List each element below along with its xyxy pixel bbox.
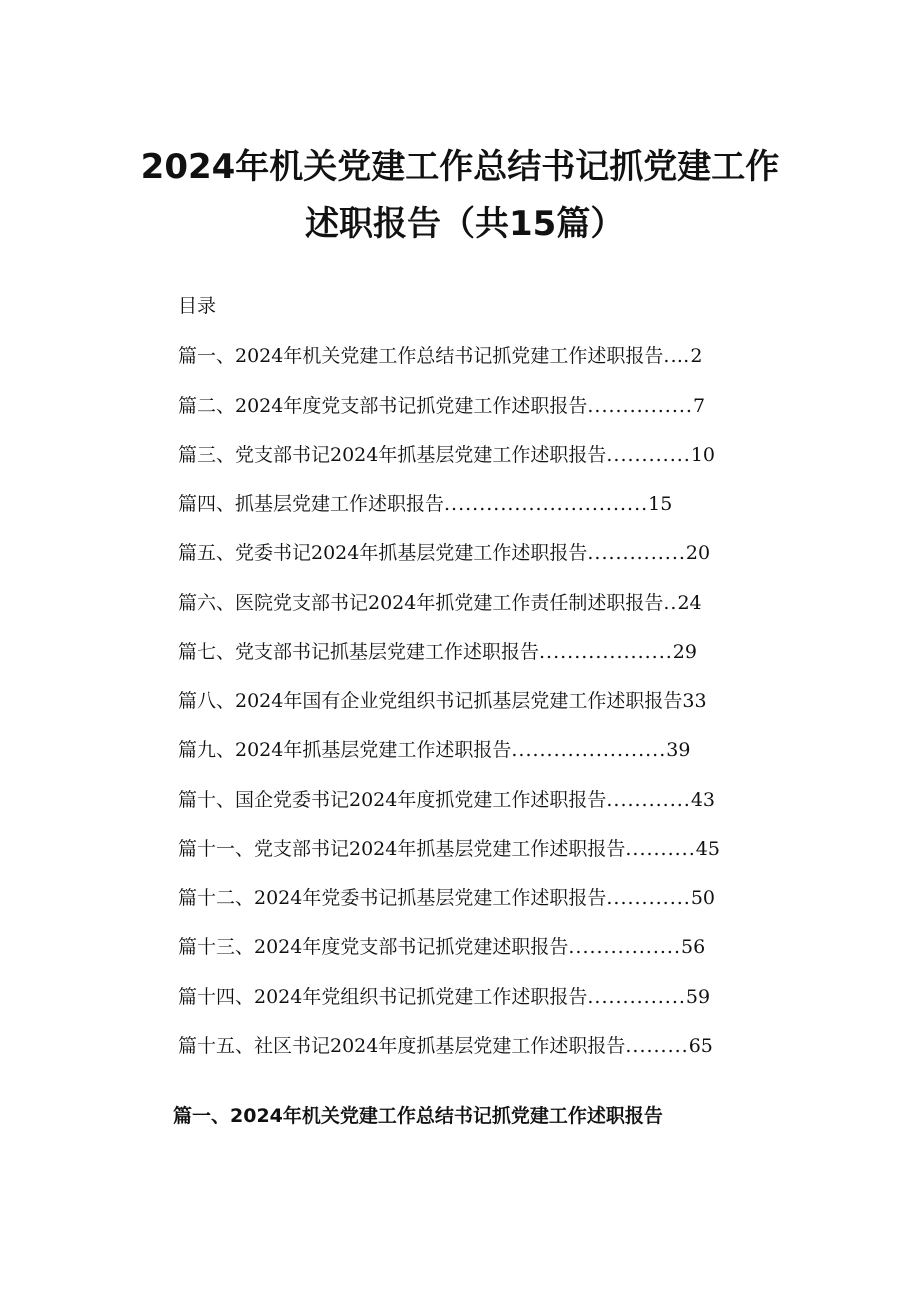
toc-entry-title: 篇五、党委书记2024年抓基层党建工作述职报告 [178,542,588,564]
toc-entry-title: 篇十四、2024年党组织书记抓党建工作述职报告 [178,986,588,1008]
toc-entry-title: 篇十五、社区书记2024年度抓基层党建工作述职报告 [178,1035,626,1057]
toc-entry-title: 篇六、医院党支部书记2024年抓党建工作责任制述职报告 [178,592,664,614]
toc-entry-9[interactable] [178,737,690,763]
toc-entry-title: 篇三、党支部书记2024年抓基层党建工作述职报告 [178,444,607,466]
toc-page-number: 43 [690,789,716,811]
toc-leader-dots: ................... [539,641,673,663]
toc-entry-title: 篇四、抓基层党建工作述职报告 [178,493,445,515]
toc-page-number: 39 [666,739,691,761]
toc-entry-title: 篇十三、2024年度党支部书记抓党建述职报告 [178,936,569,958]
toc-leader-dots: ............ [606,887,691,909]
toc-page-number: 56 [681,936,706,958]
toc-page-number: 24 [677,592,702,614]
toc-entry-11[interactable] [178,836,720,862]
toc-leader-dots: ............................. [444,493,649,515]
toc-entry-title: 篇十一、党支部书记2024年抓基层党建工作述职报告 [178,838,626,860]
toc-entry-title: 篇十二、2024年党委书记抓基层党建工作述职报告 [178,887,607,909]
toc-leader-dots: ......... [625,1035,689,1057]
toc-label: 目录 [178,295,217,317]
toc-entry-title: 篇八、2024年国有企业党组织书记抓基层党建工作述职报告 [178,690,683,712]
toc-page-number: 59 [685,986,711,1008]
toc-page-number: 20 [685,542,711,564]
toc-page-number: 29 [672,641,697,663]
toc-entry-title: 篇七、党支部书记抓基层党建工作述职报告 [178,641,540,663]
toc-page-number: 50 [690,887,716,909]
toc-entry-3[interactable] [178,442,715,468]
document-title-line-1: 2024年机关党建工作总结书记抓党建工作 [140,147,780,187]
toc-entry-8[interactable] [178,688,707,714]
toc-entry-4[interactable] [178,491,672,517]
toc-entry-14[interactable] [178,984,710,1010]
toc-leader-dots: .. [663,592,678,614]
toc-page-number: 2 [690,345,703,367]
document-title-line-2: 述职报告（共15篇） [305,204,625,244]
toc-entry-10[interactable] [178,787,715,813]
toc-leader-dots: ...................... [511,739,667,761]
toc-leader-dots: ............... [587,395,693,417]
toc-page-number: 33 [682,690,707,712]
toc-entry-title: 篇九、2024年抓基层党建工作述职报告 [178,739,512,761]
toc-entry-15[interactable] [178,1033,713,1059]
toc-leader-dots: .… [663,345,691,367]
toc-entry-1[interactable] [178,343,703,369]
toc-entry-2[interactable] [178,393,705,419]
toc-entry-title: 篇十、国企党委书记2024年度抓党建工作述职报告 [178,789,607,811]
toc-entry-6[interactable] [178,590,702,616]
toc-entry-7[interactable] [178,639,697,665]
toc-page-number: 7 [692,395,706,417]
toc-entry-title: 篇二、2024年度党支部书记抓党建工作述职报告 [178,395,588,417]
toc-leader-dots: .............. [587,986,686,1008]
toc-entry-5[interactable] [178,540,710,566]
toc-leader-dots: .............. [587,542,686,564]
toc-entry-12[interactable] [178,885,715,911]
toc-leader-dots: .......... [625,838,696,860]
toc-leader-dots: ............ [606,444,691,466]
toc-leader-dots: ............ [606,789,691,811]
toc-page-number: 15 [648,493,673,515]
toc-leader-dots: ................ [568,936,681,958]
toc-page-number: 65 [688,1035,713,1057]
toc-page-number: 45 [695,838,720,860]
toc-page-number: 10 [690,444,716,466]
toc-entry-title: 篇一、2024年机关党建工作总结书记抓党建工作述职报告 [178,345,664,367]
toc-entry-13[interactable] [178,934,705,960]
section-heading: 篇一、2024年机关党建工作总结书记抓党建工作述职报告 [173,1104,663,1127]
